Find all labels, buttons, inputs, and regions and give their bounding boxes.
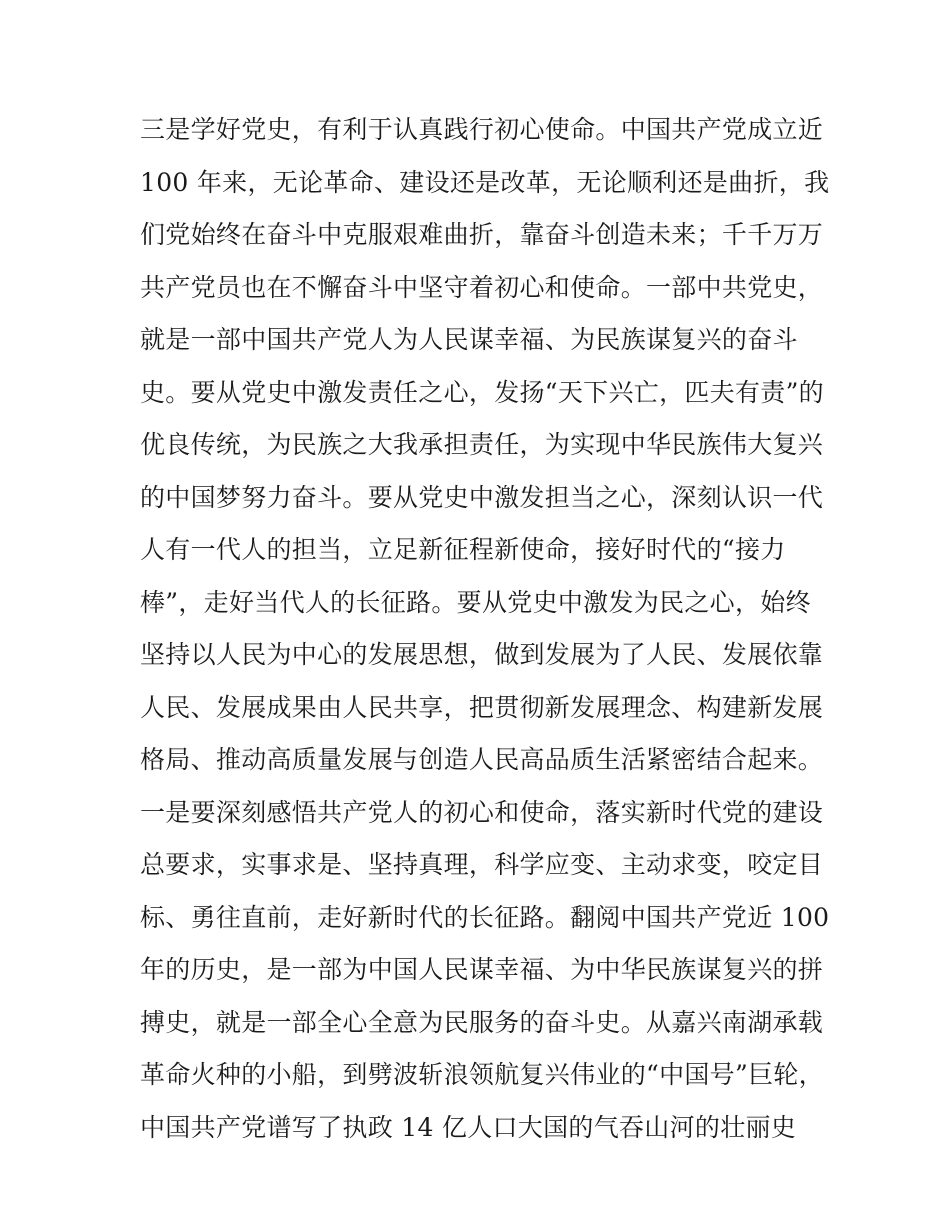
text-line: 年的历史，是一部为中国人民谋幸福、为中华民族谋复兴的拼 (140, 955, 824, 984)
text-line: 搏史，就是一部全心全意为民服务的奋斗史。从嘉兴南湖承载 (140, 1007, 824, 1037)
text-line: 格局、推动高质量发展与创造人民高品质生活紧密结合起来。 (140, 745, 824, 774)
text-line: 棒”，走好当代人的长征路。要从党史中激发为民之心，始终 (140, 587, 811, 617)
text-line: 100 年来，无论革命、建设还是改革，无论顺利还是曲折，我 (140, 167, 830, 197)
text-line: 总要求，实事求是、坚持真理，科学应变、主动求变，咬定目 (140, 850, 824, 879)
text-line: 三是学好党史，有利于认真践行初心使命。中国共产党成立近 (140, 115, 824, 144)
text-line: 标、勇往直前，走好新时代的长征路。翻阅中国共产党近 100 (140, 902, 830, 932)
text-line: 一是要深刻感悟共产党人的初心和使命，落实新时代党的建设 (140, 797, 824, 827)
text-line: 就是一部中国共产党人为人民谋幸福、为民族谋复兴的奋斗 (140, 325, 798, 354)
text-line: 共产党员也在不懈奋斗中坚守着初心和使命。一部中共党史， (140, 272, 824, 302)
text-line: 人有一代人的担当，立足新征程新使命，接好时代的“接力 (140, 535, 786, 564)
text-line: 人民、发展成果由人民共享，把贯彻新发展理念、构建新发展 (140, 692, 824, 722)
body-paragraph (140, 104, 830, 1154)
text-line: 中国共产党谱写了执政 14 亿人口大国的气吞山河的壮丽史 (140, 1112, 797, 1142)
text-line: 的中国梦努力奋斗。要从党史中激发担当之心，深刻认识一代 (140, 482, 824, 512)
text-line: 优良传统，为民族之大我承担责任，为实现中华民族伟大复兴 (140, 430, 824, 459)
text-line: 革命火种的小船，到劈波斩浪领航复兴伟业的“中国号”巨轮， (140, 1060, 824, 1089)
text-line: 史。要从党史中激发责任之心，发扬“天下兴亡，匹夫有责”的 (140, 377, 824, 407)
text-line: 坚持以人民为中心的发展思想，做到发展为了人民、发展依靠 (140, 640, 824, 669)
text-line: 们党始终在奋斗中克服艰难曲折，靠奋斗创造未来；千千万万 (140, 220, 824, 249)
